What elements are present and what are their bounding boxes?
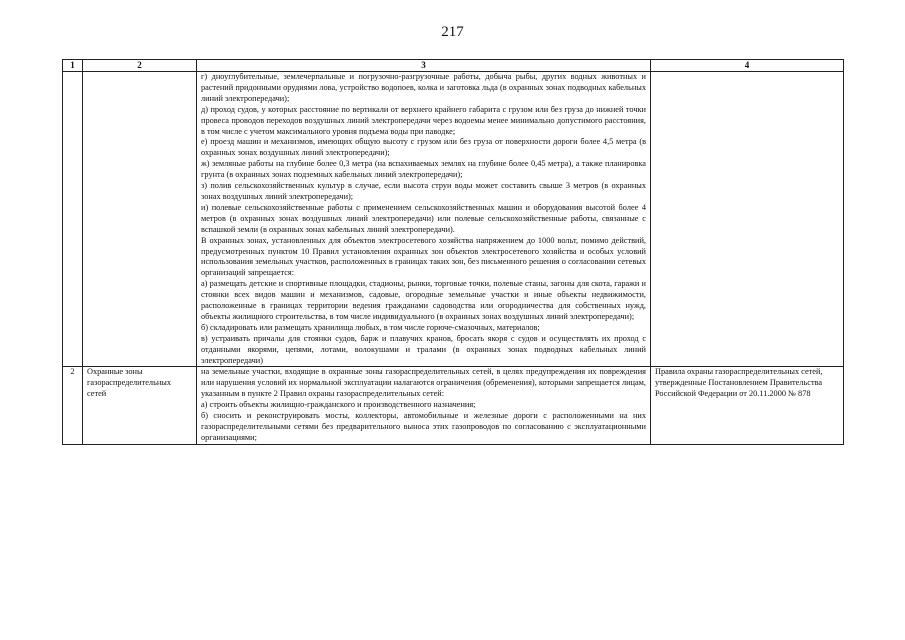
table-row	[63, 72, 844, 367]
restriction-paragraph: д) проход судов, у которых расстояние по вертикали от верхнего крайнего габарита с грузом или без груза до нижней точки провеса проводов переходов воздушных линий электропередачи через водоемы менее минимально допустимого расстояния, в том числе с учетом максимального уровня подъема воды при паводке;	[201, 104, 646, 136]
cell-zone	[83, 72, 197, 367]
zones-table	[62, 59, 844, 445]
restriction-paragraph: г) дноуглубительные, землечерпальные и погрузочно-разгрузочные работы, добыча рыбы, других водных животных и растений придонными орудиями лова, устройство водопоев, колка и заготовка льда (в охранных зонах подводных кабельных линий электропередачи);	[201, 72, 646, 103]
restriction-paragraph: в) устраивать причалы для стоянки судов, барж и плавучих кранов, бросать якоря с судов и осуществлять их проход с отданными якорями, цепями, лотами, волокушами и тралами (в охранных зонах подводных кабельных линий электропередачи)	[201, 333, 646, 365]
cell-zone: Охранные зоны газораспределительных сетей	[83, 367, 197, 444]
table-header-row	[63, 60, 844, 72]
cell-number: 2	[63, 367, 83, 444]
restriction-paragraph: В охранных зонах, установленных для объектов электросетевого хозяйства напряжением до 1000 вольт, помимо действий, предусмотренных пунктом 10 Правил установления охранных зон объектов электросетевого хозяйства и особых условий использования земельных участков, расположенных в границах таких зон, без письменного решения о согласовании сетевых организаций запрещается:	[201, 235, 646, 278]
restriction-paragraph: на земельные участки, входящие в охранные зоны газораспределительных сетей, в целях предупреждения их повреждения или нарушения условий их нормальной эксплуатации налагаются ограничения (обременения), которыми запрещается лицам, указанным в пункте 2 Правил охраны газораспределительных сетей:	[201, 367, 646, 399]
column-header: 2	[83, 60, 197, 72]
cell-document	[651, 72, 844, 367]
restriction-paragraph: е) проезд машин и механизмов, имеющих общую высоту с грузом или без груза от поверхности дороги более 4,5 метра (в охранных зонах воздушных линий электропередачи);	[201, 137, 646, 158]
restriction-paragraph: а) размещать детские и спортивные площадки, стадионы, рынки, торговые точки, полевые станы, загоны для скота, гаражи и стоянки всех видов машин и механизмов, садовые, огородные земельные участки и иные объекты недвижимости, расположенные в границах территории ведения гражданами садоводства или огородничества для собственных нужд, объекты жилищного строительства, в том числе индивидуального (в охранных зонах воздушных линий электропередачи);	[201, 279, 646, 321]
restriction-paragraph: з) полив сельскохозяйственных культур в случае, если высота струи воды может составить свыше 3 метров (в охранных зонах воздушных линий электропередачи);	[201, 181, 646, 201]
cell-document: Правила охраны газораспределительных сетей, утвержденные Постановлением Правительства Российской Федерации от 20.11.2000 № 878	[651, 367, 844, 444]
column-header: 4	[651, 60, 844, 72]
table-row	[63, 367, 844, 444]
cell-number	[63, 72, 83, 367]
restriction-paragraph: б) складировать или размещать хранилища любых, в том числе горюче-смазочных, материалов;	[201, 322, 540, 332]
restriction-paragraph: а) строить объекты жилищно-гражданского и производственного назначения;	[201, 400, 476, 410]
restriction-paragraph: б) сносить и реконструировать мосты, коллекторы, автомобильные и железные дороги с расположенными на них газораспределительными сетями без предварительного выноса этих газопроводов по согласованию с эксплуатационными организациями;	[201, 411, 646, 442]
restriction-paragraph: ж) земляные работы на глубине более 0,3 метра (на вспахиваемых землях на глубине более 0,45 метра), а также планировка грунта (в охранных зонах подземных кабельных линий электропередачи);	[201, 159, 646, 180]
column-header: 1	[63, 60, 83, 72]
page-number: 217	[441, 24, 464, 40]
restriction-paragraph: и) полевые сельскохозяйственные работы с применением сельскохозяйственных машин и оборудования высотой более 4 метров (в охранных зонах воздушных линий электропередачи) или полевые сельскохозяйственные работы, связанные с вспашкой земли (в охранных зонах кабельных линий электропередачи).	[201, 202, 646, 234]
column-header: 3	[197, 60, 651, 72]
cell-restrictions	[197, 367, 651, 444]
cell-restrictions	[197, 72, 651, 367]
